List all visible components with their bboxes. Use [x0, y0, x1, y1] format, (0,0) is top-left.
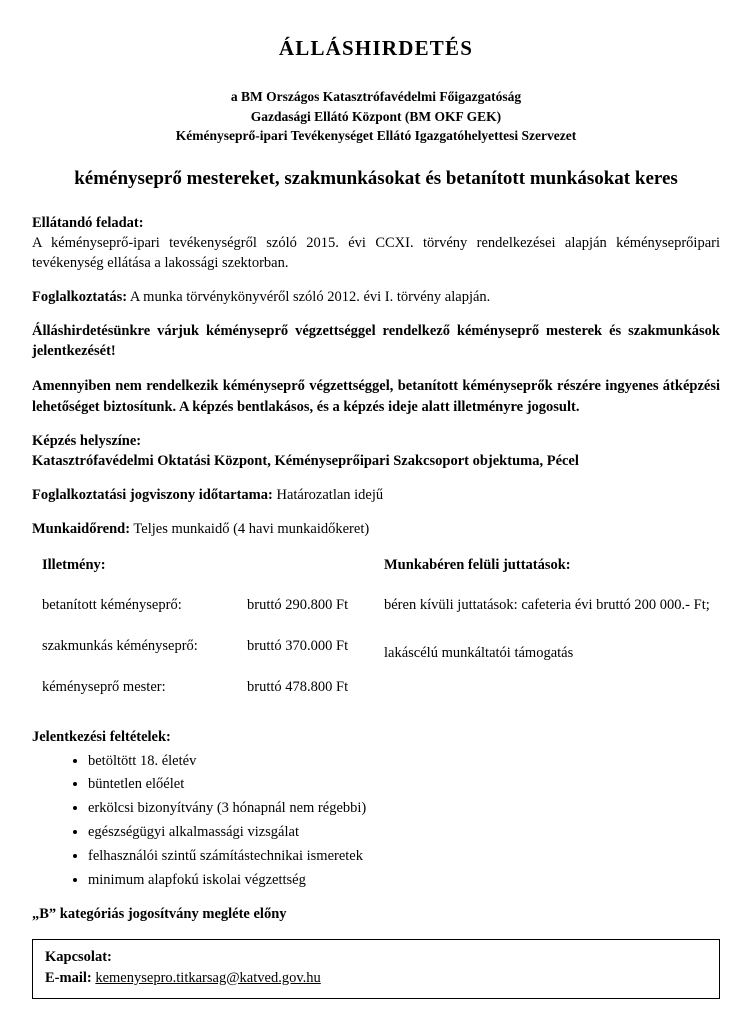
task-section [32, 213, 720, 273]
contact-title: Kapcsolat: [45, 948, 112, 965]
pay-role: kéményseprő mester: [42, 678, 166, 695]
page-title: ÁLLÁSHIRDETÉS [278, 36, 474, 60]
benefits-column [384, 557, 720, 719]
organization-line-3: Kéményseprő-ipari Tevékenységet Ellátó Igazgatóhelyettesi Szervezet [175, 128, 577, 144]
pay-amount: bruttó 290.800 Ft [247, 597, 349, 614]
employment-section [32, 287, 720, 307]
list-item: • betöltött 18. életév [88, 752, 720, 771]
list-item: • erkölcsi bizonyítvány (3 hónapnál nem régebbi) [88, 799, 720, 818]
employment-label: Foglalkoztatás: [32, 288, 128, 305]
contact-box [32, 939, 720, 999]
contact-email-link[interactable]: kemenysepro.titkarsag@katved.gov.hu [95, 969, 321, 986]
job-headline: kéményseprő mestereket, szakmunkásokat és betanított munkásokat keres [74, 167, 678, 189]
contact-email-label: E-mail: [45, 969, 92, 986]
list-item: • büntetlen előélet [88, 775, 720, 794]
duration-section [32, 485, 720, 505]
task-text: A kéményseprő-ipari tevékenységről szóló 2015. évi CCXI. törvény rendelkezései alapján kéményseprőipari tevékenység ellátása a lakossági szektorban. [32, 234, 720, 271]
invitation-paragraph: Álláshirdetésünkre várjuk kéményseprő végzettséggel rendelkező kéményseprő mesterek és szakmunkások jelentkezését! [32, 322, 720, 360]
employment-text: A munka törvénykönyvéről szóló 2012. évi I. törvény alapján. [129, 288, 491, 305]
duration-value: Határozatlan idejű [276, 487, 384, 504]
benefits-heading: Munkabéren felüli juttatások: [384, 557, 571, 574]
schedule-label: Munkaidőrend: [32, 521, 131, 538]
organization-line-2: Gazdasági Ellátó Központ (BM OKF GEK) [250, 108, 502, 124]
duration-label: Foglalkoztatási jogviszony időtartama: [32, 487, 273, 504]
training-paragraph: Amennyiben nem rendelkezik kéményseprő végzettséggel, betanított kéményseprők részére ingyenes átképzési lehetőséget biztosítunk. A képzés bentlakásos, és a képzés ideje alatt illetményre jogosult. [32, 377, 720, 415]
pay-row [42, 596, 384, 615]
schedule-value: Teljes munkaidő (4 havi munkaidőkeret) [133, 521, 370, 538]
pay-amount: bruttó 478.800 Ft [247, 678, 349, 695]
pay-amount: bruttó 370.000 Ft [247, 637, 349, 654]
pay-row [42, 637, 384, 656]
pay-column [32, 557, 384, 719]
pay-row [42, 678, 384, 697]
organization-block [32, 87, 720, 146]
requirements-heading: Jelentkezési feltételek: [32, 728, 171, 745]
list-item: • felhasználói szintű számítástechnikai ismeretek [88, 847, 720, 866]
requirements-list [32, 752, 720, 890]
list-item: • egészségügyi alkalmassági vizsgálat [88, 823, 720, 842]
task-label: Ellátandó feladat: [32, 214, 144, 231]
benefit-item: lakáscélú munkáltatói támogatás [384, 644, 574, 661]
training-location-value: Katasztrófavédelmi Oktatási Központ, Kéményseprőipari Szakcsoport objektuma, Pécel [32, 453, 579, 470]
pay-role: betanított kéményseprő: [42, 597, 182, 614]
training-location-section [32, 431, 720, 471]
pay-role: szakmunkás kéményseprő: [42, 637, 198, 654]
list-item: • minimum alapfokú iskolai végzettség [88, 871, 720, 890]
schedule-section [32, 519, 720, 539]
pay-heading: Illetmény: [42, 557, 106, 574]
training-location-label: Képzés helyszíne: [32, 433, 142, 450]
compensation-area [32, 557, 720, 719]
benefit-item: béren kívüli juttatások: cafeteria évi bruttó 200 000.- Ft; [384, 597, 710, 614]
contact-email-row [45, 970, 707, 987]
organization-line-1: a BM Országos Katasztrófavédelmi Főigazgatóság [230, 89, 522, 104]
advantage-text: „B” kategóriás jogosítvány megléte előny [32, 905, 287, 922]
